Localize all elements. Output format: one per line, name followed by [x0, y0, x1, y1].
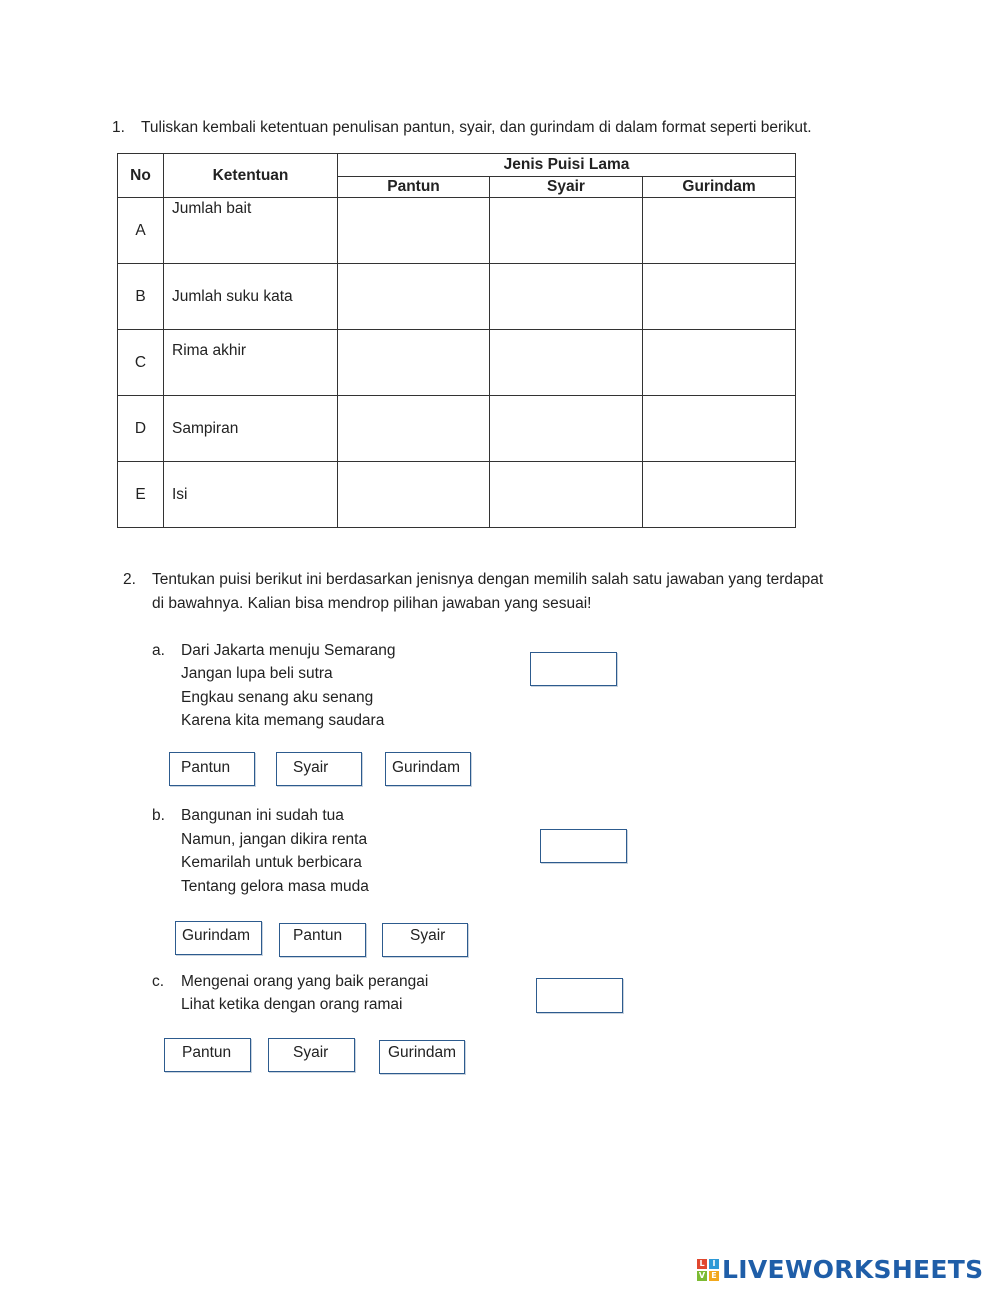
logo-mark-icon	[697, 1259, 719, 1281]
row-ketentuan: Sampiran	[164, 396, 338, 462]
answer-cell-gurindam[interactable]	[643, 198, 796, 264]
answer-cell-gurindam[interactable]	[643, 330, 796, 396]
logo-text: LIVEWORKSHEETS	[722, 1255, 984, 1284]
row-no: D	[118, 396, 164, 462]
table-row	[118, 330, 796, 396]
poem-line: Mengenai orang yang baik perangai	[181, 973, 429, 990]
header-ketentuan: Ketentuan	[164, 154, 338, 198]
answer-cell-syair[interactable]	[490, 330, 643, 396]
header-pantun: Pantun	[338, 177, 490, 198]
answer-cell-pantun[interactable]	[338, 198, 490, 264]
poem-line: Bangunan ini sudah tua	[181, 807, 344, 824]
logo-letter: V	[698, 1270, 706, 1280]
option-syair[interactable]: Syair	[268, 1038, 355, 1072]
table-row	[118, 198, 796, 264]
answer-cell-syair[interactable]	[490, 396, 643, 462]
poem-line: Kemarilah untuk berbicara	[181, 854, 362, 871]
logo-letter: E	[709, 1271, 719, 1281]
table-row	[118, 264, 796, 330]
q2-text-line1: Tentukan puisi berikut ini berdasarkan jenisnya dengan memilih salah satu jawaban yang terdapat	[152, 571, 824, 588]
q2b-drop-target[interactable]	[540, 829, 627, 863]
q2c-drop-target[interactable]	[536, 978, 623, 1013]
header-jenis-puisi-lama: Jenis Puisi Lama	[338, 154, 796, 177]
row-ketentuan: Rima akhir	[164, 330, 338, 396]
logo-letter: L	[697, 1259, 707, 1269]
poem-line: Tentang gelora masa muda	[181, 878, 369, 895]
header-syair: Syair	[490, 177, 643, 198]
ketentuan-table	[117, 153, 796, 528]
logo-letter: I	[709, 1259, 719, 1269]
answer-cell-gurindam[interactable]	[643, 462, 796, 528]
poem-line: Dari Jakarta menuju Semarang	[181, 642, 396, 659]
answer-cell-syair[interactable]	[490, 462, 643, 528]
q2b-label: b.	[152, 807, 165, 824]
q1-number: 1.	[112, 119, 125, 136]
q2-text-line2: di bawahnya. Kalian bisa mendrop pilihan jawaban yang sesuai!	[152, 595, 592, 612]
row-no: E	[118, 462, 164, 528]
poem-line: Engkau senang aku senang	[181, 689, 374, 706]
answer-cell-pantun[interactable]	[338, 396, 490, 462]
option-gurindam[interactable]: Gurindam	[385, 752, 471, 786]
q2a-drop-target[interactable]	[530, 652, 617, 686]
q2c-label: c.	[152, 973, 165, 990]
option-gurindam[interactable]: Gurindam	[175, 921, 262, 955]
row-ketentuan: Isi	[164, 462, 338, 528]
option-syair[interactable]: Syair	[382, 923, 468, 957]
answer-cell-pantun[interactable]	[338, 330, 490, 396]
answer-cell-gurindam[interactable]	[643, 264, 796, 330]
option-syair[interactable]: Syair	[276, 752, 362, 786]
q2a-label: a.	[152, 642, 165, 659]
row-no: A	[118, 198, 164, 264]
answer-cell-syair[interactable]	[490, 198, 643, 264]
option-pantun[interactable]: Pantun	[169, 752, 255, 786]
answer-cell-gurindam[interactable]	[643, 396, 796, 462]
table-row	[118, 462, 796, 528]
row-ketentuan: Jumlah suku kata	[164, 264, 338, 330]
answer-cell-syair[interactable]	[490, 264, 643, 330]
answer-cell-pantun[interactable]	[338, 462, 490, 528]
option-pantun[interactable]: Pantun	[279, 923, 366, 957]
table-row	[118, 396, 796, 462]
row-ketentuan: Jumlah bait	[164, 198, 338, 264]
q1-text: Tuliskan kembali ketentuan penulisan pantun, syair, dan gurindam di dalam format seperti berikut.	[141, 119, 812, 136]
answer-cell-pantun[interactable]	[338, 264, 490, 330]
poem-line: Karena kita memang saudara	[181, 712, 385, 729]
row-no: C	[118, 330, 164, 396]
header-gurindam: Gurindam	[643, 177, 796, 198]
option-pantun[interactable]: Pantun	[164, 1038, 251, 1072]
header-no: No	[118, 154, 164, 198]
option-gurindam[interactable]: Gurindam	[379, 1040, 465, 1074]
liveworksheets-logo	[697, 1255, 983, 1284]
poem-line: Lihat ketika dengan orang ramai	[181, 996, 403, 1013]
row-no: B	[118, 264, 164, 330]
poem-line: Jangan lupa beli sutra	[181, 665, 333, 682]
poem-line: Namun, jangan dikira renta	[181, 831, 368, 848]
q2-number: 2.	[123, 571, 136, 588]
